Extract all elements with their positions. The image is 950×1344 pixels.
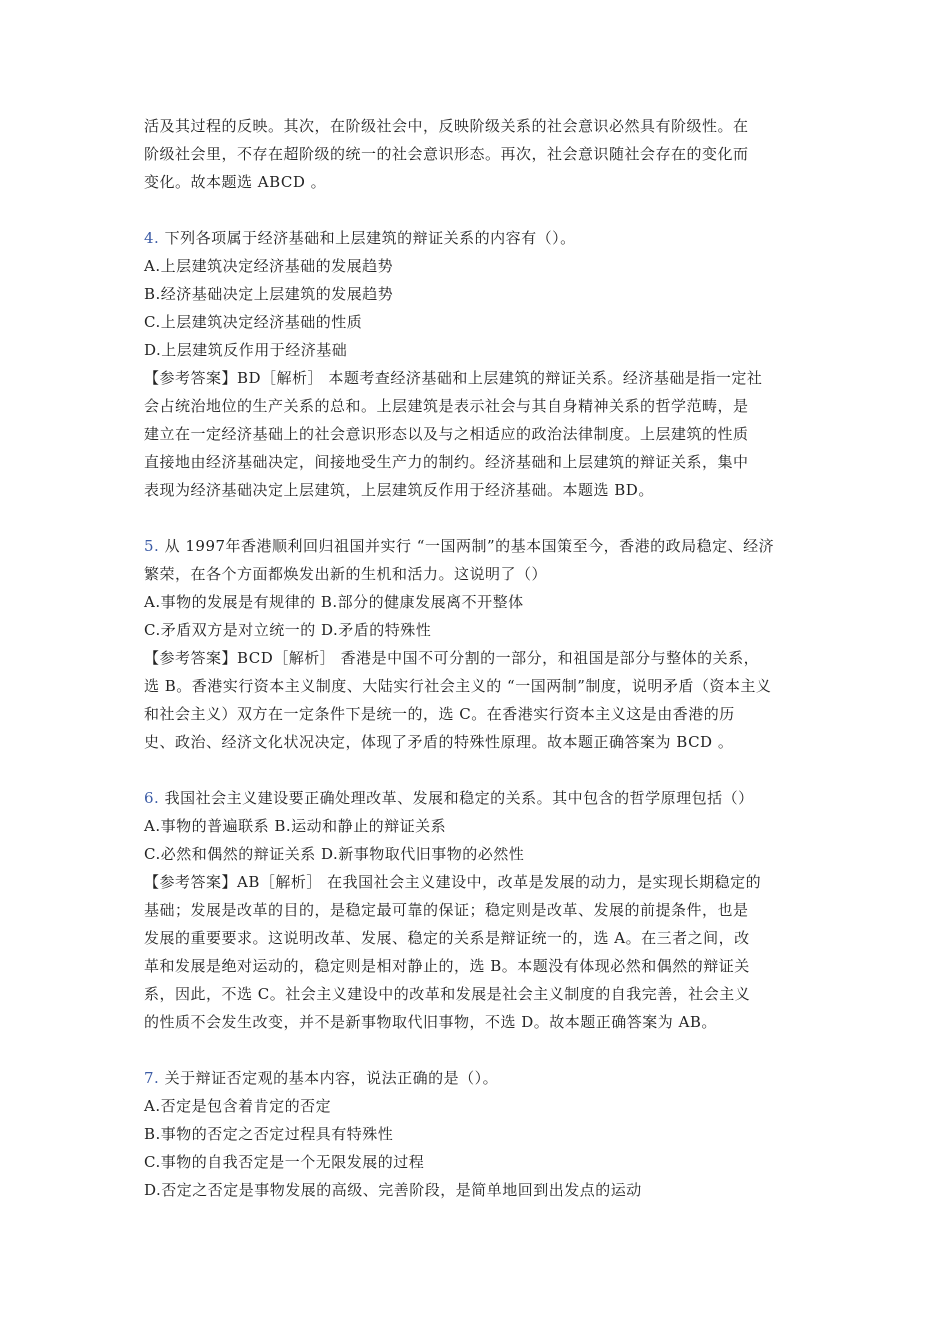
question-number: 7. [144,1069,160,1087]
question-stem [144,224,810,252]
answer-line: 直接地由经济基础决定，间接地受生产力的制约。经济基础和上层建筑的辩证关系，集中 [144,453,749,471]
answer-line: 革和发展是绝对运动的，稳定则是相对静止的，选 B。本题没有体现必然和偶然的辩证关 [144,957,750,975]
question-stem [144,784,810,812]
intro-line: 变化。故本题选 ABCD 。 [144,173,327,191]
question-4 [144,224,810,504]
answer-line: 【参考答案】BCD［解析］ 香港是中国不可分割的一部分，和祖国是部分与整体的关系， [144,649,760,667]
intro-line: 阶级社会里，不存在超阶级的统一的社会意识形态。再次，社会意识随社会存在的变化而 [144,145,749,163]
question-5 [144,532,810,756]
document-page [144,112,810,1204]
question-stem [144,1064,810,1092]
question-stem-text: 从 1997年香港顺利回归祖国并实行 “一国两制”的基本国策至今，香港的政局稳定、经济 [164,537,775,555]
option-line: C.矛盾双方是对立统一的 D.矛盾的特殊性 [144,621,432,639]
answer-line: 系，因此，不选 C。社会主义建设中的改革和发展是社会主义制度的自我完善，社会主义 [144,985,751,1003]
option-line: C.必然和偶然的辩证关系 D.新事物取代旧事物的必然性 [144,845,525,863]
question-number: 4. [144,229,160,247]
answer-line: 的性质不会发生改变，并不是新事物取代旧事物，不选 D。故本题正确答案为 AB。 [144,1013,717,1031]
answer-line: 发展的重要要求。这说明改革、发展、稳定的关系是辩证统一的，选 A。在三者之间，改 [144,929,750,947]
question-number: 6. [144,789,160,807]
answer-line: 基础；发展是改革的目的，是稳定最可靠的保证；稳定则是改革、发展的前提条件，也是 [144,901,749,919]
intro-paragraph [144,112,810,196]
question-stem-continued: 繁荣，在各个方面都焕发出新的生机和活力。这说明了（） [144,565,548,583]
question-number: 5. [144,537,160,555]
question-stem-text: 关于辩证否定观的基本内容，说法正确的是（）。 [164,1069,499,1087]
intro-line: 活及其过程的反映。其次，在阶级社会中，反映阶级关系的社会意识必然具有阶级性。在 [144,117,749,135]
option-line: A.上层建筑决定经济基础的发展趋势 [144,257,394,275]
option-line: A.否定是包含着肯定的否定 [144,1097,332,1115]
option-line: B.经济基础决定上层建筑的发展趋势 [144,285,394,303]
answer-line: 史、政治、经济文化状况决定，体现了矛盾的特殊性原理。故本题正确答案为 BCD 。 [144,733,734,751]
option-line: C.上层建筑决定经济基础的性质 [144,313,363,331]
question-6 [144,784,810,1036]
question-stem-text: 下列各项属于经济基础和上层建筑的辩证关系的内容有（）。 [164,229,576,247]
answer-line: 建立在一定经济基础上的社会意识形态以及与之相适应的政治法律制度。上层建筑的性质 [144,425,749,443]
question-stem [144,532,810,560]
option-line: C.事物的自我否定是一个无限发展的过程 [144,1153,425,1171]
answer-line: 和社会主义）双方在一定条件下是统一的，选 C。在香港实行资本主义这是由香港的历 [144,705,735,723]
option-line: D.上层建筑反作用于经济基础 [144,341,348,359]
question-stem-text: 我国社会主义建设要正确处理改革、发展和稳定的关系。其中包含的哲学原理包括（） [164,789,754,807]
option-line: A.事物的发展是有规律的 B.部分的健康发展离不开整体 [144,593,524,611]
answer-line: 会占统治地位的生产关系的总和。上层建筑是表示社会与其自身精神关系的哲学范畴，是 [144,397,749,415]
option-line: D.否定之否定是事物发展的高级、完善阶段，是简单地回到出发点的运动 [144,1181,642,1199]
option-line: B.事物的否定之否定过程具有特殊性 [144,1125,394,1143]
answer-line: 【参考答案】AB［解析］ 在我国社会主义建设中，改革是发展的动力，是实现长期稳定的 [144,873,762,891]
question-7 [144,1064,810,1204]
answer-line: 表现为经济基础决定上层建筑，上层建筑反作用于经济基础。本题选 BD。 [144,481,654,499]
answer-line: 【参考答案】BD［解析］ 本题考查经济基础和上层建筑的辩证关系。经济基础是指一定社 [144,369,763,387]
answer-line: 选 B。香港实行资本主义制度、大陆实行社会主义的 “一国两制”制度，说明矛盾（资本主义 [144,677,772,695]
option-line: A.事物的普遍联系 B.运动和静止的辩证关系 [144,817,447,835]
